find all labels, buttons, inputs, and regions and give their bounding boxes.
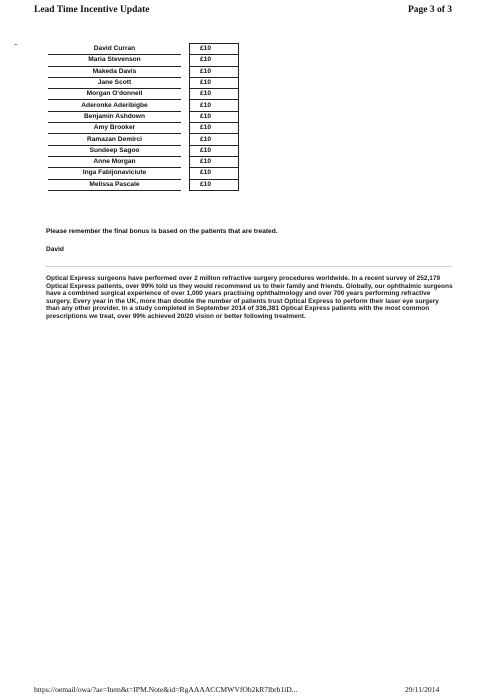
column-gap: [181, 156, 190, 167]
margin-mark: [14, 44, 17, 45]
bonus-amount: £10: [190, 44, 239, 55]
table-row: [48, 111, 239, 122]
table-row: [48, 123, 239, 134]
column-gap: [181, 89, 190, 100]
page-number: Page 3 of 3: [407, 5, 452, 15]
staff-name: Amy Brooker: [48, 123, 181, 134]
table-row: [48, 77, 239, 88]
staff-name: Melissa Pascale: [48, 179, 181, 190]
divider: [46, 266, 452, 267]
staff-name: Ramazan Demirci: [48, 134, 181, 145]
table-row: [48, 55, 239, 66]
signoff: David: [46, 246, 64, 253]
column-gap: [181, 123, 190, 134]
bonus-amount: £10: [190, 123, 239, 134]
column-gap: [181, 145, 190, 156]
staff-name: Aderonke Aderibigbe: [48, 100, 181, 111]
staff-name: Jane Scott: [48, 77, 181, 88]
table-row: [48, 179, 239, 190]
staff-name: Benjamin Ashdown: [48, 111, 181, 122]
footer-url: https://oemail/owa/?ae=Item&t=IPM.Note&id=RgAAAACCMWVfOb2kR7lbrb1iD...: [34, 685, 298, 694]
bonus-amount: £10: [190, 66, 239, 77]
bonus-amount: £10: [190, 111, 239, 122]
bonus-reminder: Please remember the final bonus is based on the patients that are treated.: [46, 228, 278, 235]
bonus-amount: £10: [190, 77, 239, 88]
table-row: [48, 168, 239, 179]
column-gap: [181, 111, 190, 122]
staff-name: Inga Fabijonaviciute: [48, 168, 181, 179]
table-row: [48, 44, 239, 55]
column-gap: [181, 100, 190, 111]
page-header-title: Lead Time Incentive Update: [34, 5, 150, 15]
bonus-amount: £10: [190, 134, 239, 145]
bonus-amount: £10: [190, 89, 239, 100]
table-row: [48, 89, 239, 100]
staff-name: Anne Morgan: [48, 156, 181, 167]
staff-name: Morgan O'donnell: [48, 89, 181, 100]
bonus-amount: £10: [190, 156, 239, 167]
bonus-table: [48, 43, 239, 191]
bonus-amount: £10: [190, 145, 239, 156]
column-gap: [181, 179, 190, 190]
bonus-amount: £10: [190, 100, 239, 111]
table-row: [48, 134, 239, 145]
staff-name: Maria Stevenson: [48, 55, 181, 66]
bonus-amount: £10: [190, 55, 239, 66]
table-row: [48, 66, 239, 77]
bonus-amount: £10: [190, 168, 239, 179]
staff-name: Makeda Davis: [48, 66, 181, 77]
column-gap: [181, 168, 190, 179]
table-row: [48, 100, 239, 111]
column-gap: [181, 44, 190, 55]
bonus-amount: £10: [190, 179, 239, 190]
company-disclaimer: Optical Express surgeons have performed over 2 million refractive surgery procedures worldwide. In a recent survey of 252,179 Optical Express patients, over 99% told us they would recommend us to their family and friends. Globally, our ophthalmic surgeons have a combined surgical experience of over 1,000 years practising ophthalmology and over 700 years performing refractive surgery. Every year in the UK, more than double the number of patients trust Optical Express to perform their laser eye surgery than any other provider. In a study completed in September 2014 of 336,381 Optical Express patients with the most common prescriptions we treat, over 99% achieved 20/20 vision or better following treatment.: [46, 275, 453, 320]
column-gap: [181, 66, 190, 77]
column-gap: [181, 77, 190, 88]
staff-name: David Curran: [48, 44, 181, 55]
column-gap: [181, 55, 190, 66]
table-row: [48, 145, 239, 156]
staff-name: Sundeep Sagoo: [48, 145, 181, 156]
footer-date: 29/11/2014: [405, 685, 440, 694]
table-row: [48, 156, 239, 167]
column-gap: [181, 134, 190, 145]
